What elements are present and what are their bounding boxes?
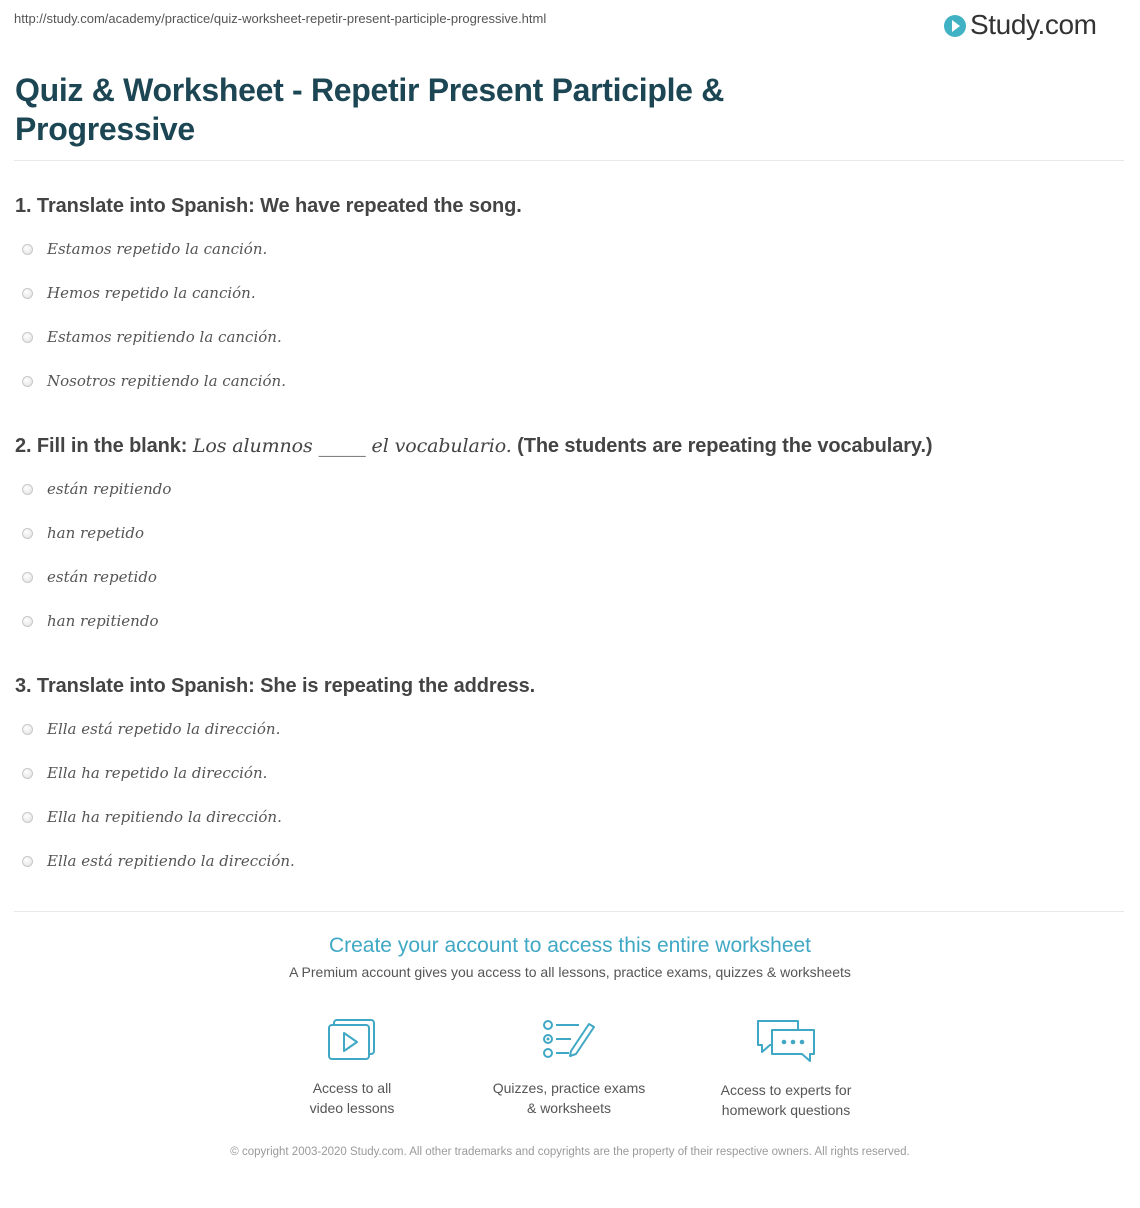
play-logo-icon <box>944 15 966 37</box>
divider-bottom <box>14 911 1124 912</box>
radio-button-icon[interactable] <box>22 484 33 495</box>
q1-option-4[interactable]: Nosotros repitiendo la canción. <box>22 371 286 391</box>
radio-button-icon[interactable] <box>22 572 33 583</box>
radio-button-icon[interactable] <box>22 288 33 299</box>
logo-text: Study.com <box>970 9 1097 40</box>
cta-create-account-link[interactable]: Create your account to access this entire worksheet <box>328 934 812 957</box>
study-logo[interactable] <box>944 8 1097 42</box>
question-2: 2. Fill in the blank: Los alumnos _____ el vocabulario. (The students are repeating the vocabulary.) <box>15 435 933 457</box>
q3-option-1[interactable]: Ella está repetido la dirección. <box>22 719 280 739</box>
quiz-checklist-icon <box>541 1018 597 1062</box>
radio-button-icon[interactable] <box>22 332 33 343</box>
radio-button-icon[interactable] <box>22 724 33 735</box>
q3-option-2[interactable]: Ella ha repetido la dirección. <box>22 763 267 783</box>
radio-button-icon[interactable] <box>22 528 33 539</box>
radio-button-icon[interactable] <box>22 856 33 867</box>
copyright-text: © copyright 2003-2020 Study.com. All other trademarks and copyrights are the property of their respective owners. All rights reserved. <box>230 1146 910 1158</box>
feature-experts: Access to experts for homework questions <box>696 1018 876 1120</box>
q2-option-2[interactable]: han repetido <box>22 523 144 543</box>
q3-option-3[interactable]: Ella ha repitiendo la dirección. <box>22 807 282 827</box>
q1-option-1[interactable]: Estamos repetido la canción. <box>22 239 267 259</box>
page-url[interactable]: http://study.com/academy/practice/quiz-worksheet-repetir-present-participle-progressive.html <box>14 11 547 26</box>
q2-option-3[interactable]: están repetido <box>22 567 157 587</box>
feature-video-lessons: Access to all video lessons <box>262 1018 442 1118</box>
video-lessons-icon <box>326 1018 378 1062</box>
radio-button-icon[interactable] <box>22 244 33 255</box>
q3-option-4[interactable]: Ella está repitiendo la dirección. <box>22 851 295 871</box>
radio-button-icon[interactable] <box>22 616 33 627</box>
radio-button-icon[interactable] <box>22 376 33 387</box>
q1-option-3[interactable]: Estamos repitiendo la canción. <box>22 327 282 347</box>
q2-option-1[interactable]: están repitiendo <box>22 479 171 499</box>
chat-bubbles-icon <box>754 1018 818 1064</box>
q2-option-4[interactable]: han repitiendo <box>22 611 158 631</box>
cta-subtitle: A Premium account gives you access to all lessons, practice exams, quizzes & worksheets <box>289 964 851 980</box>
feature-quizzes: Quizzes, practice exams & worksheets <box>479 1018 659 1118</box>
question-3: 3. Translate into Spanish: She is repeating the address. <box>15 675 536 697</box>
divider-top <box>14 160 1124 161</box>
radio-button-icon[interactable] <box>22 812 33 823</box>
page-title: Quiz & Worksheet - Repetir Present Participle & Progressive <box>15 72 725 147</box>
question-1: 1. Translate into Spanish: We have repeated the song. <box>15 195 522 217</box>
radio-button-icon[interactable] <box>22 768 33 779</box>
q1-option-2[interactable]: Hemos repetido la canción. <box>22 283 256 303</box>
